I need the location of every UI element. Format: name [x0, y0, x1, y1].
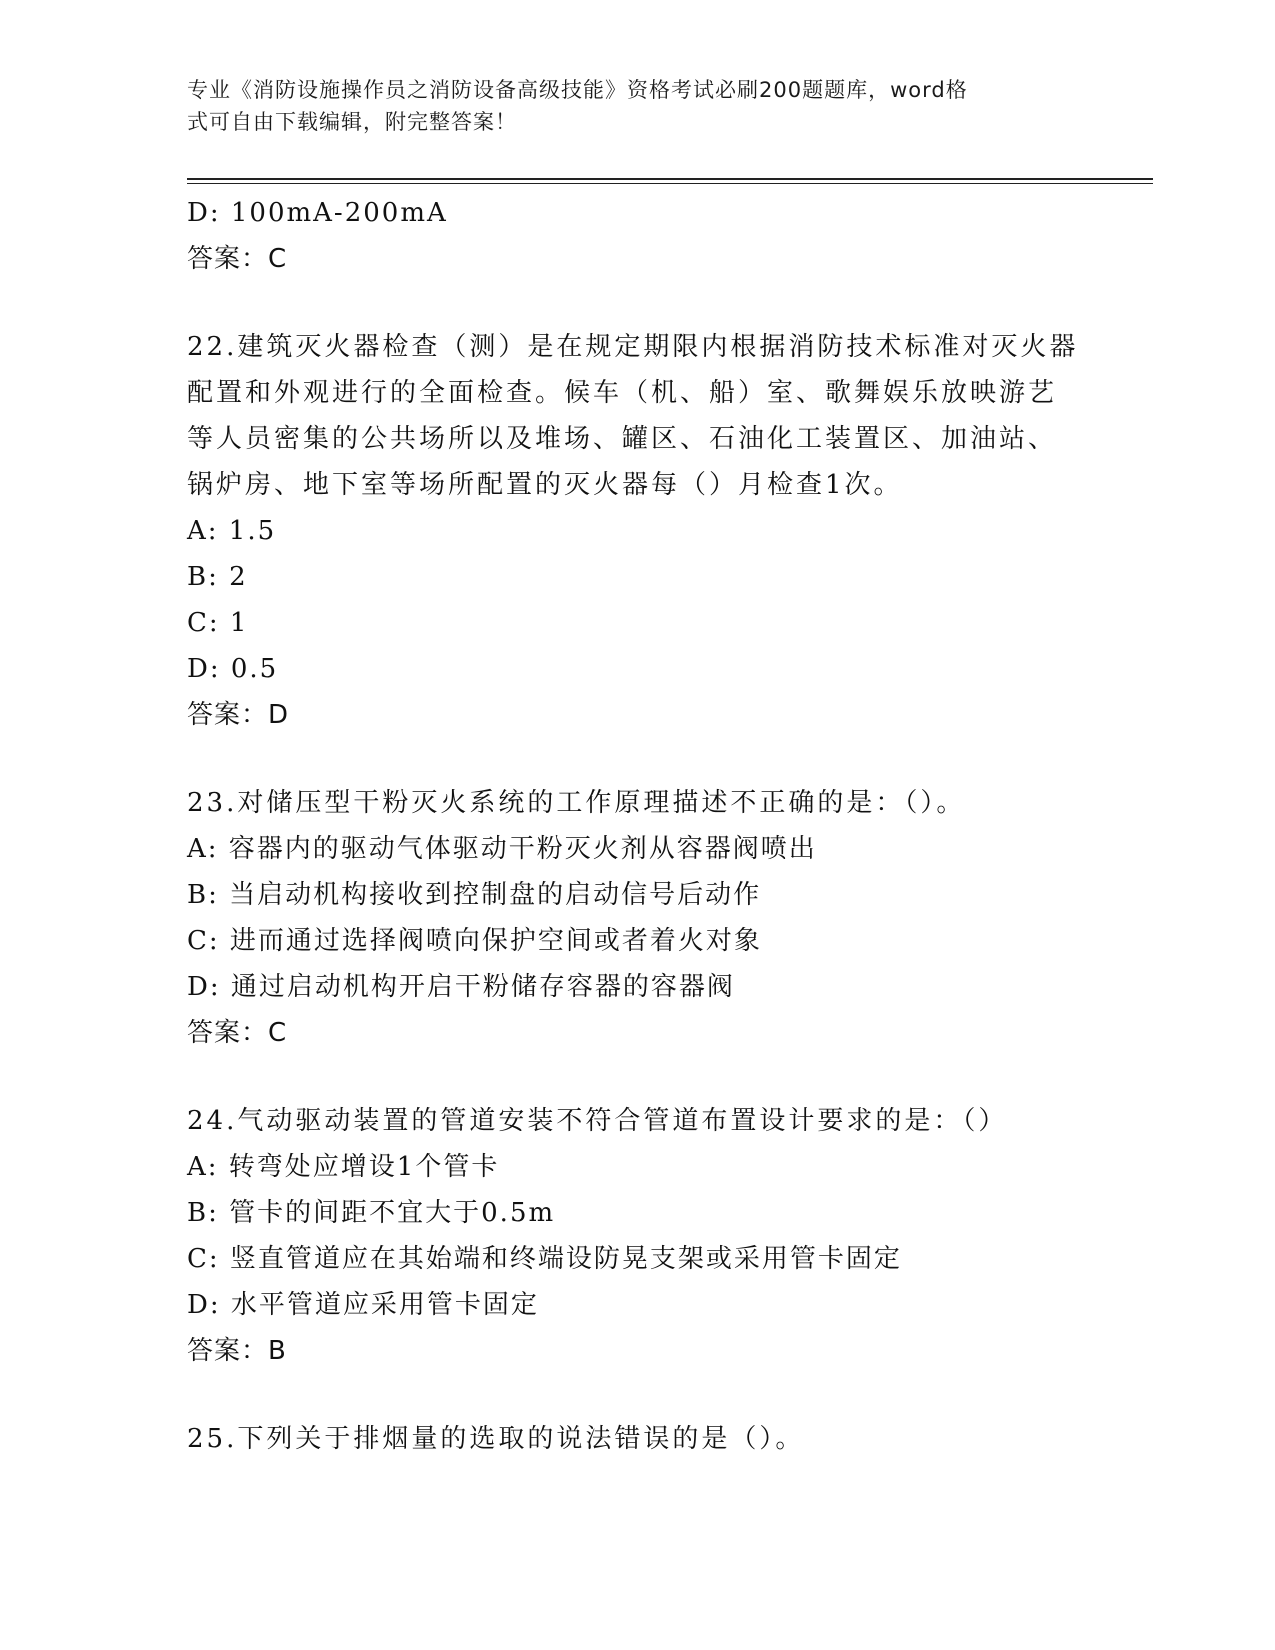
answer-line: 答案：C [187, 1018, 288, 1048]
header-divider-bottom [187, 183, 1153, 184]
option-a: A: 转弯处应增设1个管卡 [187, 1152, 500, 1182]
option-b: B: 当启动机构接收到控制盘的启动信号后动作 [187, 880, 762, 910]
question-22 [187, 324, 1087, 738]
question-24 [187, 1098, 1087, 1374]
option-c: C: 竖直管道应在其始端和终端设防晃支架或采用管卡固定 [187, 1244, 902, 1274]
option-d: D: 通过启动机构开启干粉储存容器的容器阀 [187, 972, 735, 1002]
answer-line: 答案：C [187, 244, 288, 274]
spacer [187, 282, 1087, 324]
answer-line: 答案：D [187, 700, 290, 730]
question-stem [187, 1098, 1087, 1144]
option-d: D: 水平管道应采用管卡固定 [187, 1290, 539, 1320]
option-c: C: 进而通过选择阀喷向保护空间或者着火对象 [187, 926, 762, 956]
stem-line: 配置和外观进行的全面检查。候车（机、船）室、歌舞娱乐放映游艺 [187, 378, 1058, 408]
spacer [187, 738, 1087, 780]
question-stem [187, 324, 1087, 508]
answer-line: 答案：B [187, 1336, 287, 1366]
spacer [187, 1056, 1087, 1098]
question-25 [187, 1416, 1087, 1462]
stem-line: 锅炉房、地下室等场所配置的灭火器每（）月检查1次。 [187, 470, 903, 500]
stem-line: 22.建筑灭火器检查（测）是在规定期限内根据消防技术标准对灭火器 [187, 332, 1079, 362]
question-21-tail [187, 190, 1087, 282]
header-divider-top [187, 178, 1153, 180]
page-header [187, 74, 1067, 138]
spacer [187, 1374, 1087, 1416]
question-stem [187, 1416, 1087, 1462]
header-line-2: 式可自由下载编辑，附完整答案！ [187, 110, 517, 134]
stem-line: 等人员密集的公共场所以及堆场、罐区、石油化工装置区、加油站、 [187, 424, 1058, 454]
header-line-1: 专业《消防设施操作员之消防设备高级技能》资格考试必刷200题题库，word格 [187, 78, 968, 102]
option-d: D: 100mA-200mA [187, 198, 448, 228]
option-a: A: 容器内的驱动气体驱动干粉灭火剂从容器阀喷出 [187, 834, 817, 864]
option-b: B: 管卡的间距不宜大于0.5m [187, 1198, 556, 1228]
option-c: C: 1 [187, 608, 249, 638]
stem-line: 24.气动驱动装置的管道安装不符合管道布置设计要求的是：（） [187, 1106, 1008, 1136]
option-b: B: 2 [187, 562, 248, 592]
document-body [187, 190, 1087, 1462]
question-stem [187, 780, 1087, 826]
stem-line: 23.对储压型干粉灭火系统的工作原理描述不正确的是：（）。 [187, 788, 966, 818]
stem-line: 25.下列关于排烟量的选取的说法错误的是（）。 [187, 1424, 805, 1454]
question-23 [187, 780, 1087, 1056]
option-a: A: 1.5 [187, 516, 277, 546]
option-d: D: 0.5 [187, 654, 279, 684]
